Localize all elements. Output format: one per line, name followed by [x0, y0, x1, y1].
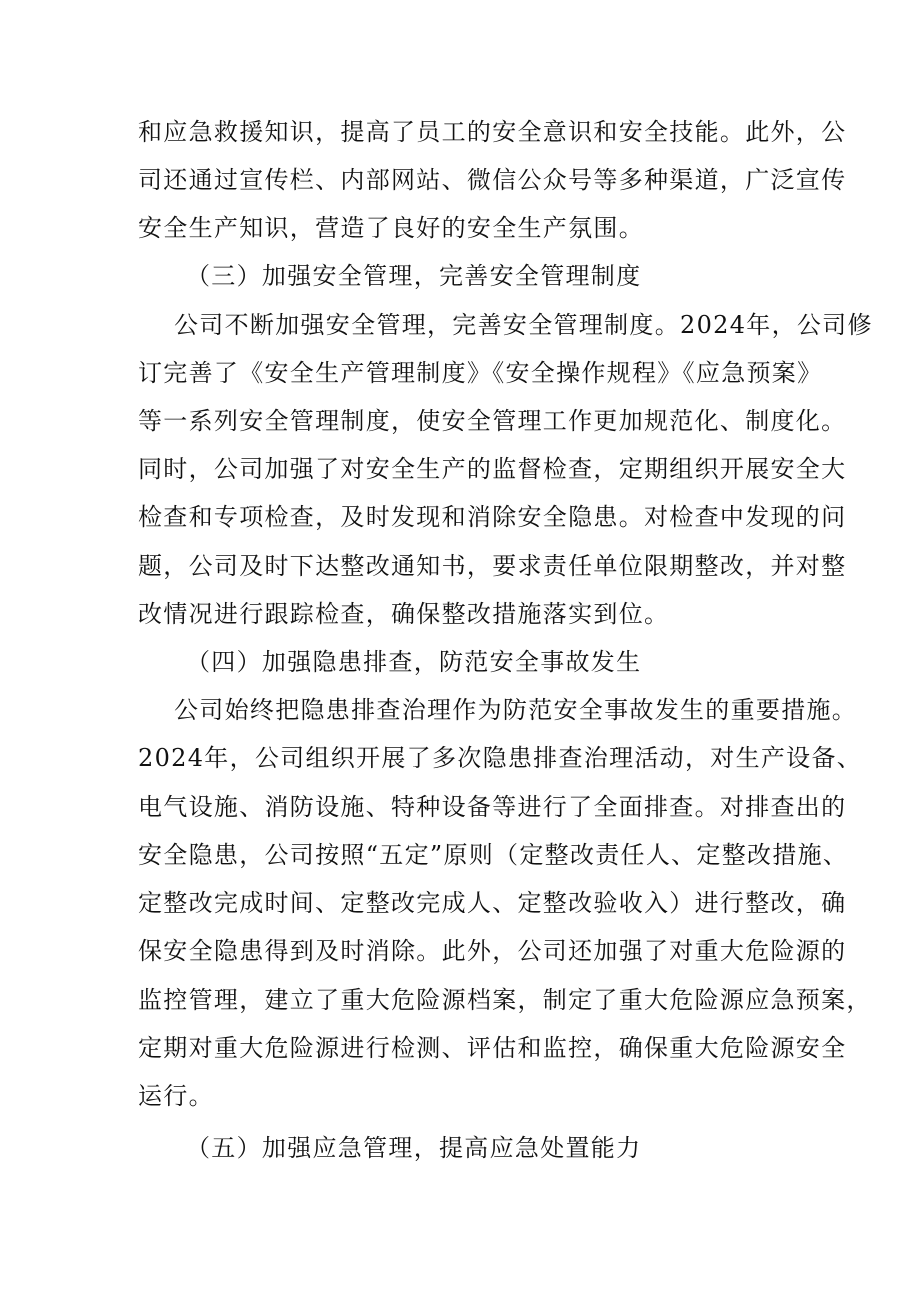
body-text-line: 定整改完成时间、定整改完成人、定整改验收入）进行整改，确: [138, 889, 847, 917]
body-text-line: 保安全隐患得到及时消除。此外，公司还加强了对重大危险源的: [138, 937, 847, 965]
body-text-line: 运行。: [138, 1082, 214, 1110]
body-text-line: 检查和专项检查，及时发现和消除安全隐患。对检查中发现的问: [138, 503, 847, 531]
body-text-line: 题，公司及时下达整改通知书，要求责任单位限期整改，并对整: [138, 552, 847, 580]
paragraph-first-line: 公司始终把隐患排查治理作为防范安全事故发生的重要措施。: [174, 696, 858, 724]
body-text-line: 安全隐患，公司按照“五定”原则（定整改责任人、定整改措施、: [138, 841, 849, 869]
body-text-line: 定期对重大危险源进行检测、评估和监控，确保重大危险源安全: [138, 1034, 847, 1062]
body-text-line: 同时，公司加强了对安全生产的监督检查，定期组织开展安全大: [138, 455, 847, 483]
body-text-line: 电气设施、消防设施、特种设备等进行了全面排查。对排查出的: [138, 793, 847, 821]
body-text-line: 安全生产知识，营造了良好的安全生产氛围。: [138, 214, 644, 242]
body-text-line: 订完善了《安全生产管理制度》《安全操作规程》《应急预案》: [138, 359, 823, 387]
body-text-line: 司还通过宣传栏、内部网站、微信公众号等多种渠道，广泛宣传: [138, 166, 847, 194]
body-text-line: 改情况进行跟踪检查，确保整改措施落实到位。: [138, 600, 670, 628]
section-heading-3: （三）加强安全管理，完善安全管理制度: [186, 262, 642, 290]
paragraph-first-line: 公司不断加强安全管理，完善安全管理制度。2024年，公司修: [174, 311, 873, 339]
body-text-line: 监控管理，建立了重大危险源档案，制定了重大危险源应急预案，: [138, 986, 872, 1014]
section-heading-5: （五）加强应急管理，提高应急处置能力: [186, 1134, 642, 1162]
body-text-line: 和应急救援知识，提高了员工的安全意识和安全技能。此外，公: [138, 118, 847, 146]
section-heading-4: （四）加强隐患排查，防范安全事故发生: [186, 648, 642, 676]
body-text-line: 等一系列安全管理制度，使安全管理工作更加规范化、制度化。: [138, 407, 847, 435]
body-text-line: 2024年，公司组织开展了多次隐患排查治理活动，对生产设备、: [138, 744, 863, 772]
